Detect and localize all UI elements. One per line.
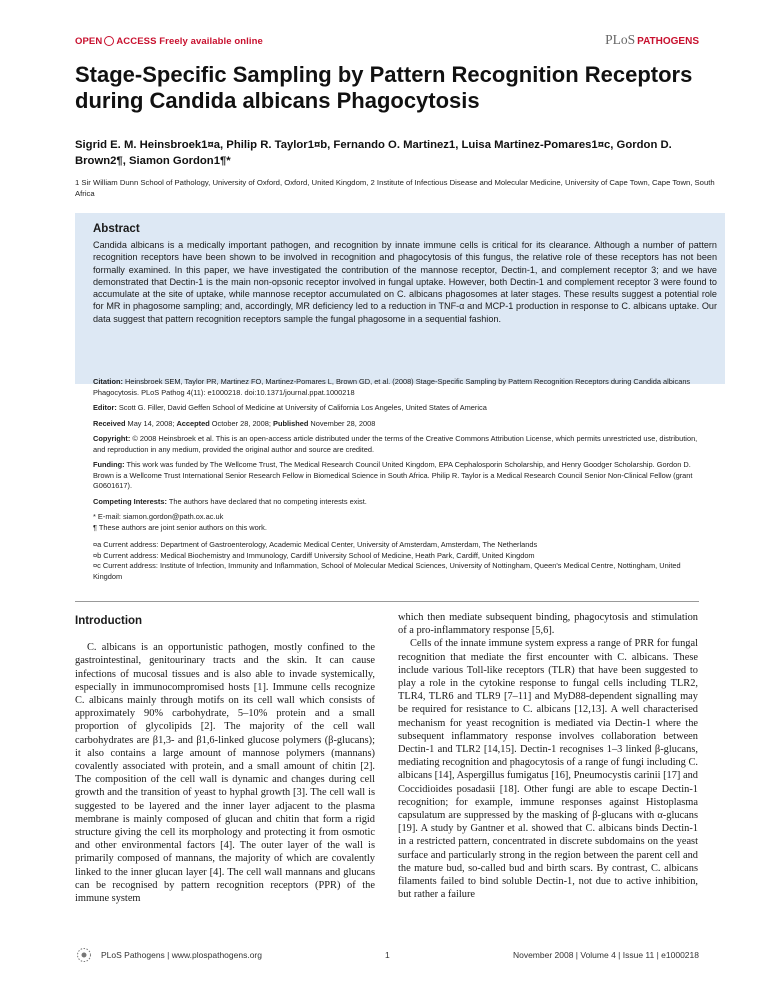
section-divider	[75, 601, 699, 602]
citation: Citation: Heinsbroek SEM, Taylor PR, Martinez FO, Martinez-Pomares L, Brown GD, et al. (2008) Stage-Specific Sampling by Pattern Recognition Receptors during Candida albicans Phagocytosis. PLoS Pathog 4(11): e1000218. doi:10.1371/journal.ppat.1000218	[93, 377, 691, 397]
journal-name: PATHOGENS	[637, 36, 699, 47]
current-address-c: ¤c Current address: Institute of Infection, Immunity and Inflammation, School of Molecular Medical Sciences, University of Nottingham, Queen's Medical Centre, Nottingham, United Kingdom	[93, 561, 681, 581]
footer-issue: November 2008 | Volume 4 | Issue 11 | e1000218	[512, 950, 699, 960]
intro-paragraph-1-cont: which then mediate subsequent binding, phagocytosis and stimulation of a pro-inflammatory response [5,6].	[398, 612, 698, 637]
current-address-b: ¤b Current address: Medical Biochemistry and Immunology, Cardiff University School of Medicine, Heath Park, Cardiff, United Kingdom	[93, 550, 535, 560]
copyright: Copyright: © 2008 Heinsbroek et al. This is an open-access article distributed under the terms of the Creative Commons Attribution License, which permits unrestricted use, distribution, and reproduction in any medium, provided the original author and source are credited.	[93, 434, 698, 454]
access-label: ACCESS Freely available online	[116, 36, 263, 47]
affiliations: 1 Sir William Dunn School of Pathology, University of Oxford, Oxford, United Kingdom, 2 Institute of Infectious Disease and Molecular Medicine, University of Cape Town, Cape Town, South Africa	[75, 178, 715, 198]
author-list: Sigrid E. M. Heinsbroek1¤a, Philip R. Taylor1¤b, Fernando O. Martinez1, Luisa Martinez-Pomares1¤c, Gordon D. Brown2¶, Siamon Gordon1¶*	[75, 139, 672, 167]
article-metadata	[93, 377, 707, 582]
abstract-text: Candida albicans is a medically important pathogen, and recognition by innate immune cells is critical for its clearance. Although a number of pattern recognition receptors have been shown to be involved in recognition and phagocytosis of this fungus, the relative role of these receptors has not been formally examined. In this paper, we have investigated the contribution of the mannose receptor, Dectin-1, and complement receptor 3; and we have demonstrated that Dectin-1 is the main non-opsonic receptor involved in fungal uptake. However, both Dectin-1 and complement receptor 3 were found to accumulate at the site of uptake, while mannose receptor accumulated on C. albicans phagosomes at later stages. These results suggest a potential role for MR in phagosome sampling; and, accordingly, MR deficiency led to a reduction in TNF-α and MCP-1 production in response to C. albicans uptake. Our data suggest that pattern recognition receptors sample the fungal phagosome in a sequential fashion.	[93, 240, 717, 324]
email: * E-mail: siamon.gordon@path.ox.ac.uk	[93, 512, 224, 521]
open-access-lock-icon	[104, 36, 114, 46]
page-number: 1	[385, 950, 390, 960]
abstract-heading: Abstract	[93, 223, 140, 235]
funding: Funding: This work was funded by The Wellcome Trust, The Medical Research Council United Kingdom, EPA Cephalosporin Scholarship, and Henry Goodger Scholarship. Gordon D. Brown is a Wellcome Trust International Senior Research Fellow in Biomedical Science in South Africa. Philip R. Taylor is a Medical Research Council Senior Non-Clinical Fellow (grant G0601617).	[93, 460, 693, 490]
introduction-heading: Introduction	[75, 615, 143, 627]
journal-logo	[605, 32, 699, 48]
abstract-box	[75, 213, 725, 384]
plos-footer-logo-icon	[75, 947, 93, 963]
open-label: OPEN	[75, 36, 103, 47]
competing-interests: Competing Interests: The authors have declared that no competing interests exist.	[93, 496, 367, 506]
editor: Editor: Scott G. Filler, David Geffen School of Medicine at University of California Los Angeles, United States of America	[93, 403, 487, 412]
dates: Received May 14, 2008; Accepted October 28, 2008; Published November 28, 2008	[93, 418, 376, 428]
body-column-left	[75, 615, 375, 905]
open-access-banner	[75, 36, 263, 47]
article-title: Stage-Specific Sampling by Pattern Recognition Receptors during Candida albicans Phagocytosis	[75, 62, 693, 113]
current-address-a: ¤a Current address: Department of Gastroenterology, Academic Medical Center, University of Amsterdam, Amsterdam, The Netherlands	[93, 540, 538, 549]
footer-journal: PLoS Pathogens | www.plospathogens.org	[101, 950, 262, 960]
intro-paragraph-1: C. albicans is an opportunistic pathogen, mostly confined to the gastrointestinal, genitourinary tracts and the skin. It can cause infections of mucosal tissues and is also able to invade systemically, especially in immunocompromised hosts [1]. Immune cells recognize C. albicans mainly through motifs on its cell wall which consists of approximately 90% carbohydrate, 5–10% protein and a small proportion of glycolipids [2]. The majority of the cell wall carbohydrates are β1,3- and β1,6-linked glucose polymers (β-glucans); it also contains a large amount of mannose polymers (mannans) covalently associated with protein, and a small amount of chitin [2]. The composition of the cell wall is dynamic and changes during cell growth and the transition of yeast to hyphal growth [3]. The cell wall is suggested to be layered and the inner layer adjacent to the plasma membrane is mainly composed of glucan and chitin that form a rigid structure giving the cell its morphology and protecting it from osmotic and other environmental factors [4]. The outer layer of the wall is primarily composed of mannans, the majority of which are covalently linked to the inner glucan layer [4]. The cell wall mannans and glucans can be recognised by pattern recognition receptors (PPR) of the immune system	[75, 642, 375, 905]
intro-paragraph-2: Cells of the innate immune system express a range of PRR for fungal recognition that mediate the first encounter with C. albicans. These include various Toll-like receptors (TLR) that have been suggested to play a role in the cytokine response to fungal cells including TLR2, TLR4, TLR6 and TLR9 [7–11] and MyD88-dependent signalling may be required for resistance to C. albicans [12,13]. A well characterised mechanism for yeast recognition is mediated via Dectin-1 where the subsequent inflammatory response involves collaboration between Dectin-1 and TLR2 [14,15]. Dectin-1 recognises 1–3 linked β-glucans, mediating recognition and phagocytosis of a range of fungi including C. albicans [14], Aspergillus fumigatus [16], Pneumocystis carinii [17] and Coccidioides posadasii [18]. Other fungi are able to escape Dectin-1 recognition; for example, immune responses against Histoplasma capsulatum are suppressed by the masking of β-glucans with α-glucans [19]. A study by Gantner et al. showed that C. albicans binds Dectin-1 in a restricted pattern, concentrated in discrete subdomains on the yeast surface and particularly strong in the region between the parent cell and the mature bud, so-called bud and birth scars. By contrast, C. albicans filaments failed to bind soluble Dectin-1, not due to active inhibition, but rather a failure	[398, 638, 698, 901]
body-column-right	[398, 611, 698, 901]
joint-authors-note: ¶ These authors are joint senior authors on this work.	[93, 522, 267, 532]
journal-plos: PLoS	[605, 32, 636, 47]
